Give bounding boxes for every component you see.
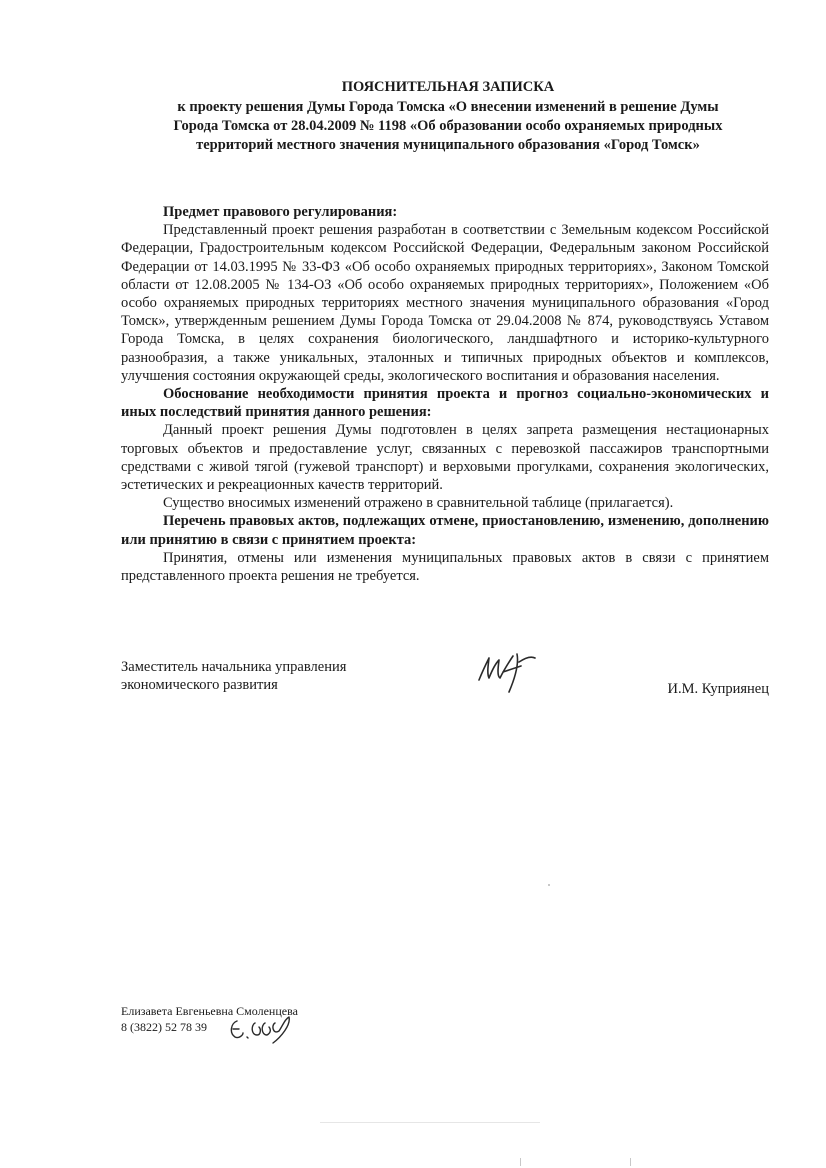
signer-position-line-1: Заместитель начальника управления [121,659,347,675]
author-name: Елизавета Евгеньевна Смоленцева [121,1004,298,1018]
acts-paragraph: Принятия, отмены или изменения муниципальных правовых актов в связи с принятием представленного проекта решения не требуется. [121,549,769,585]
scan-speck [548,884,550,886]
subject-paragraph: Представленный проект решения разработан в соответствии с Земельным кодексом Российской Федерации, Градостроительным кодексом Российской Федерации, Федеральным законом Российской Федерации от 14.03.1995 № 33-ФЗ «Об особо охраняемых природных территориях», Законом Томской области от 12.08.2005 № 134-ОЗ «Об особо охраняемых природных территориях», Положением «Об особо охраняемых природных территориях местного значения муниципального образования «Город Томск», утвержденным решением Думы Города Томска от 29.04.2008 № 874, руководствуясь Уставом Города Томска, в целях сохранения биологического, ландшафтного и историко-культурного разнообразия, а также уникальных, эталонных и типичных природных объектов и комплексов, улучшения состояния окружающей среды, экологического воспитания и образования населения. [121,222,769,384]
signature-block [121,658,769,708]
document-subtitle-line-2: Города Томска от 28.04.2009 № 1198 «Об образовании особо охраняемых природных [173,118,723,134]
document-subtitle-line-3: территорий местного значения муниципального образования «Город Томск» [196,137,700,153]
signer-position-line-2: экономического развития [121,677,278,693]
scan-speck [520,1158,521,1166]
justification-heading: Обоснование необходимости принятия проекта и прогноз социально-экономических и иных последствий принятия данного решения: [121,386,769,421]
justification-paragraph: Данный проект решения Думы подготовлен в целях запрета размещения нестационарных торговых объектов и предоставление услуг, связанных с перевозкой пассажиров транспортными средствами с живой тягой (гужевой транспорт) и верховыми прогулками, сохранения экологических, эстетических и рекреационных качеств территорий. [121,422,769,494]
document-title: ПОЯСНИТЕЛЬНАЯ ЗАПИСКА [341,79,555,95]
signer-position [121,658,441,694]
handwritten-initials-icon [227,1011,307,1047]
signer-name: И.М. Куприянец [667,681,769,697]
acts-heading: Перечень правовых актов, подлежащих отмене, приостановлению, изменению, дополнению или принятию в связи с принятием проекта: [121,513,769,548]
author-phone: 8 (3822) 52 78 39 [121,1020,207,1034]
document-body [121,203,769,585]
handwritten-signature-icon [473,648,553,694]
changes-paragraph: Существо вносимых изменений отражено в сравнительной таблице (прилагается). [163,495,674,512]
document-header [60,78,826,155]
document-subtitle-line-1: к проекту решения Думы Города Томска «О внесении изменений в решение Думы [177,99,719,115]
scan-speck [320,1122,540,1123]
scan-speck [630,1158,631,1166]
contact-block [121,1003,298,1035]
subject-heading: Предмет правового регулирования: [163,204,398,220]
